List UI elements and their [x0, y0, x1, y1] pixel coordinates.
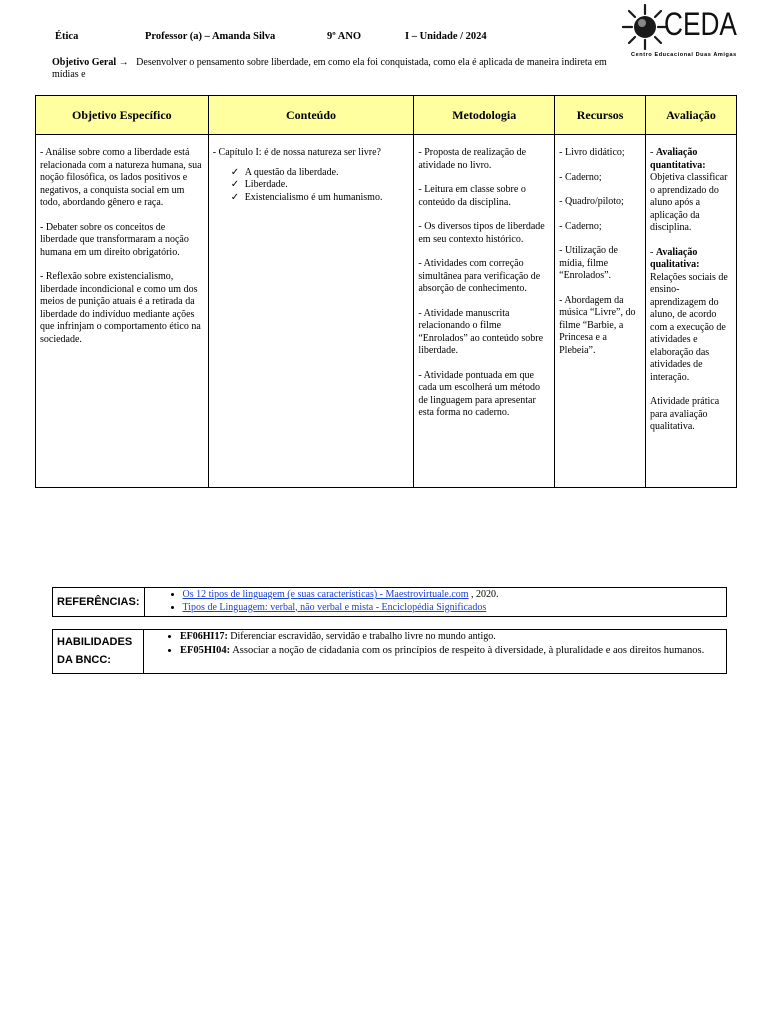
- referencias-box: [52, 587, 727, 617]
- table-header-row: [36, 96, 737, 135]
- header-conteudo: Conteúdo: [208, 96, 414, 135]
- cell-objetivo-especifico: [36, 135, 209, 488]
- avaliacao-qualitativa-text: Relações sociais de ensino-aprendizagem do aluno, de acordo com a execução de atividades e elaboração das atividades de interação.: [650, 271, 728, 383]
- grade-label: 9º ANO: [327, 31, 362, 42]
- conteudo-intro: - Capítulo I: é de nossa natureza ser livre?: [212, 147, 381, 158]
- list-item: [183, 602, 722, 615]
- recurso-item: - Caderno;: [559, 220, 602, 232]
- recurso-item: - Abordagem da música “Livre”, do filme “Barbie, a Princesa e a Plebeia”.: [559, 294, 636, 356]
- reference-link[interactable]: Tipos de Linguagem: verbal, não verbal e mista - Enciclopédia Significados: [182, 601, 487, 613]
- cell-avaliacao: [646, 135, 737, 488]
- table-row: [36, 135, 737, 488]
- referencias-label: REFERÊNCIAS:: [53, 588, 145, 617]
- avaliacao-prefix: -: [650, 246, 656, 258]
- avaliacao-pratica: Atividade prática para avaliação qualitativa.: [650, 396, 720, 432]
- cell-metodologia: [414, 135, 555, 488]
- table-row: [53, 630, 727, 674]
- arrow-right-icon: →: [118, 57, 129, 68]
- list-item: [180, 630, 720, 643]
- recurso-item: - Caderno;: [559, 171, 602, 183]
- recurso-item: - Utilização de mídia, filme “Enrolados”.: [559, 245, 618, 281]
- globe-emblem-icon: [622, 4, 668, 50]
- objetivo-geral-text: Desenvolver o pensamento sobre liberdade, em como ela foi conquistada, como ela é aplicada de maneira indireta em mídias e: [52, 57, 607, 80]
- checkmark-icon: ✓: [230, 166, 240, 178]
- checkmark-icon: ✓: [230, 191, 240, 203]
- list-item: [231, 192, 410, 205]
- conteudo-item-text: A questão da liberdade.: [244, 166, 339, 178]
- list-item: [183, 589, 722, 602]
- conteudo-item-text: Existencialismo é um humanismo.: [244, 191, 383, 203]
- cell-recursos: [555, 135, 646, 488]
- metodologia-item: - Atividade manuscrita relacionando o filme “Enrolados” ao conteúdo sobre liberdade.: [418, 307, 544, 356]
- avaliacao-quantitativa: [650, 147, 732, 235]
- header-recursos: Recursos: [555, 96, 646, 135]
- avaliacao-qualitativa: [650, 247, 732, 385]
- subject-label: Ética: [55, 31, 79, 42]
- metodologia-item: - Atividades com correção simultânea para verificação de absorção de conhecimento.: [418, 258, 541, 294]
- habilidades-label-line: DA BNCC:: [57, 654, 111, 666]
- avaliacao-qualitativa-label: Avaliação qualitativa:: [650, 246, 700, 270]
- table-row: [53, 588, 727, 617]
- habilidade-text: Diferenciar escravidão, servidão e trabalho livre no mundo antigo.: [227, 631, 496, 642]
- avaliacao-prefix: -: [650, 147, 656, 158]
- habilidade-text: Associar a noção de cidadania com os princípios de respeito à diversidade, à pluralidade e aos direitos humanos.: [230, 645, 705, 656]
- ceda-logo: [622, 4, 752, 60]
- unit-label: I – Unidade / 2024: [405, 31, 487, 42]
- metodologia-item: - Leitura em classe sobre o conteúdo da disciplina.: [418, 184, 526, 208]
- objetivo-item: - Análise sobre como a liberdade está relacionada com a natureza humana, sua noção filosófica, os lados positivos e negativos, a conquista social em um todo, abordando gênero e raça.: [40, 147, 202, 208]
- teacher-label: Professor (a) – Amanda Silva: [145, 31, 276, 42]
- referencias-list: [145, 589, 722, 614]
- objetivo-item: - Reflexão sobre existencialismo, liberdade incondicional e como um dos meios de punição atuais é a retirada da liberdade do indivíduo mediante ações que infrinjam o comportamento ético na sociedade.: [40, 271, 201, 345]
- habilidade-code: EF06HI17:: [180, 631, 228, 642]
- habilidades-box: [52, 629, 727, 674]
- header-avaliacao: Avaliação: [646, 96, 737, 135]
- recurso-item: - Quadro/piloto;: [559, 196, 624, 207]
- list-item: [180, 643, 720, 659]
- list-item: [231, 167, 410, 180]
- metodologia-item: - Os diversos tipos de liberdade em seu contexto histórico.: [418, 221, 545, 245]
- cell-conteudo: [208, 135, 414, 488]
- recurso-item: - Livro didático;: [559, 147, 625, 158]
- logo-wordmark: CEDA: [664, 6, 737, 42]
- conteudo-item-text: Liberdade.: [244, 179, 288, 190]
- checkmark-icon: ✓: [230, 179, 240, 190]
- reference-suffix: , 2020.: [468, 589, 499, 600]
- header-metodologia: Metodologia: [414, 96, 555, 135]
- lesson-plan-table: [35, 95, 737, 488]
- metodologia-item: - Atividade pontuada em que cada um escolherá um método de linguagem para apresentar esta forma no caderno.: [418, 369, 540, 418]
- avaliacao-quantitativa-label: Avaliação quantitativa:: [650, 147, 706, 171]
- list-item: [231, 179, 410, 192]
- habilidades-list: [144, 630, 720, 659]
- objetivo-geral-label: Objetivo Geral: [52, 57, 117, 68]
- habilidades-label: [53, 630, 144, 674]
- reference-link[interactable]: Os 12 tipos de linguagem (e suas características) - Maestrovirtuale.com: [182, 589, 469, 600]
- habilidades-content: [144, 630, 727, 674]
- objetivo-item: - Debater sobre os conceitos de liberdade que transformaram a noção humana em um direito obrigatório.: [40, 221, 189, 258]
- conteudo-list: [213, 167, 410, 205]
- referencias-content: [144, 588, 726, 617]
- habilidade-code: EF05HI04:: [180, 645, 231, 656]
- objetivo-geral: [52, 57, 622, 81]
- avaliacao-quantitativa-text: Objetiva classificar o aprendizado do aluno após a aplicação da disciplina.: [650, 172, 728, 233]
- logo-subtitle: Centro Educacional Duas Amigas: [631, 52, 737, 58]
- metodologia-item: - Proposta de realização de atividade no livro.: [418, 147, 527, 171]
- habilidades-label-line: HABILIDADES: [57, 636, 133, 648]
- header-objetivo-especifico: Objetivo Específico: [36, 96, 209, 135]
